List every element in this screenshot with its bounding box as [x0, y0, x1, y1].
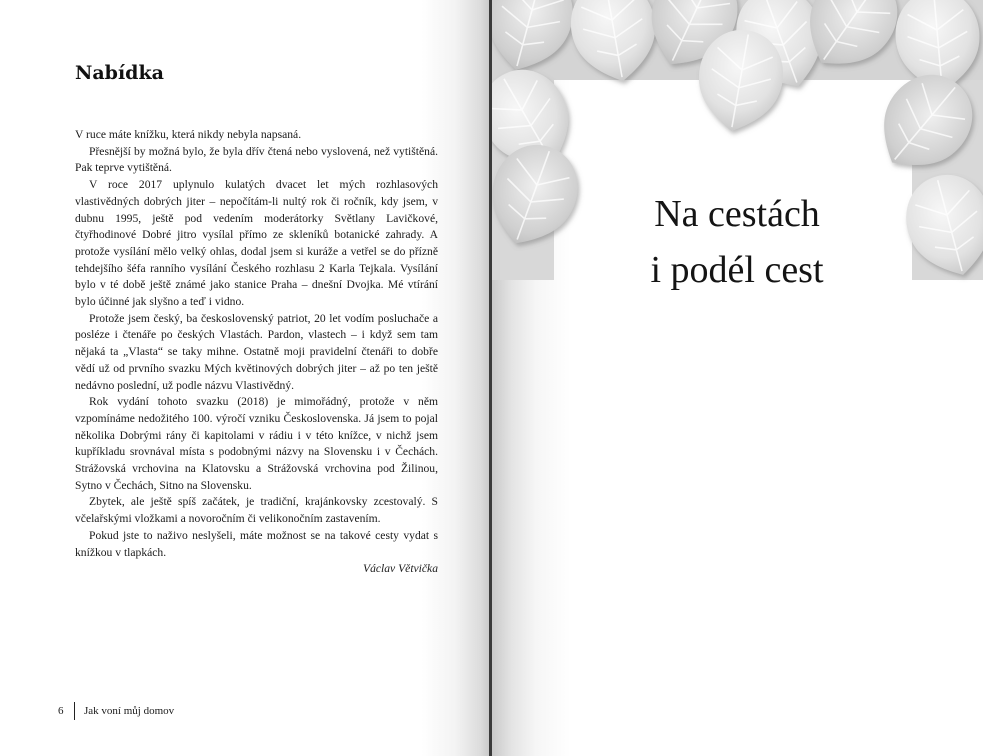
paragraph: Přesnější by možná bylo, že byla dřív čtená nebo vyslovená, než vytištěná. Pak teprve vytištěná.	[75, 144, 438, 175]
body-text	[75, 127, 438, 578]
paragraph: V ruce máte knížku, která nikdy nebyla napsaná.	[75, 128, 302, 141]
chapter-title	[622, 186, 852, 298]
chapter-title-line: i podél cest	[650, 249, 824, 291]
left-page	[0, 0, 490, 756]
paragraph: Pokud jste to naživo neslyšeli, máte možnost se na takové cesty vydat s knížkou v tlapkách.	[75, 528, 438, 559]
author-signature: Václav Větvička	[363, 562, 438, 576]
right-page	[492, 0, 983, 756]
page-number: 6	[58, 705, 64, 717]
leaves-decoration	[492, 0, 983, 756]
chapter-title-line: Na cestách	[654, 193, 820, 235]
paragraph: V roce 2017 uplynulo kulatých dvacet let mých rozhlasových vlastivědných dobrých jiter – nepočítám-li nultý rok či ročník, kdy jsem, v dubnu 1995, ještě pod vedením moderátorky Světlany Lavičkové, čtyřhodinové Dobré jitro vysílal přímo ze skleníků botanické zahrady. A protože vysílání mělo velký ohlas, dodal jsem si kuráže a vetřel se do přízně tehdejšího šéfa ranního vysílání Českého rozhlasu 2 Karla Tejkala. Vysílání bylo v té době ještě známé jako stanice Praha – dnešní Dvojka. Mé vtírání bylo účinné jak slyšno a teď i vidno.	[75, 178, 438, 309]
page-heading: Nabídka	[75, 62, 164, 84]
running-title: Jak voní můj domov	[84, 705, 175, 717]
page-footer	[58, 702, 174, 720]
paragraph: Zbytek, ale ještě spíš začátek, je tradiční, krajánkovsky zcestovalý. S včelařskými vložkami a novoročním či velikonočním zastavením.	[75, 495, 438, 526]
footer-divider	[74, 702, 75, 720]
paragraph: Rok vydání tohoto svazku (2018) je mimořádný, protože v něm vzpomínáme nedožitého 100. výročí vzniku Československa. Já jsem to pojal několika Dobrými rány či kapitolami v rádiu i v této knížce, v nichž jsem kupříkladu srovnával místa s podobnými názvy na Slovensku i v Čechách. Strážovská vrchovina na Klatovsku a Strážovská vrchovina pod Žilinou, Sytno v Čechách, Sitno na Slovensku.	[75, 395, 438, 492]
paragraph: Protože jsem český, ba československý patriot, 20 let vodím posluchače a posléze i čtenáře po českých Vlastách. Pardon, vlastech – i když sem tam nějaká ta „Vlasta“ se taky mihne. Ostatně moji pravidelní čtenáři to dobře vědí už od prvního svazku Mých květinových dobrých jiter – až po ten ještě nedávno poslední, už podle názvu Vlastivědný.	[75, 311, 438, 392]
